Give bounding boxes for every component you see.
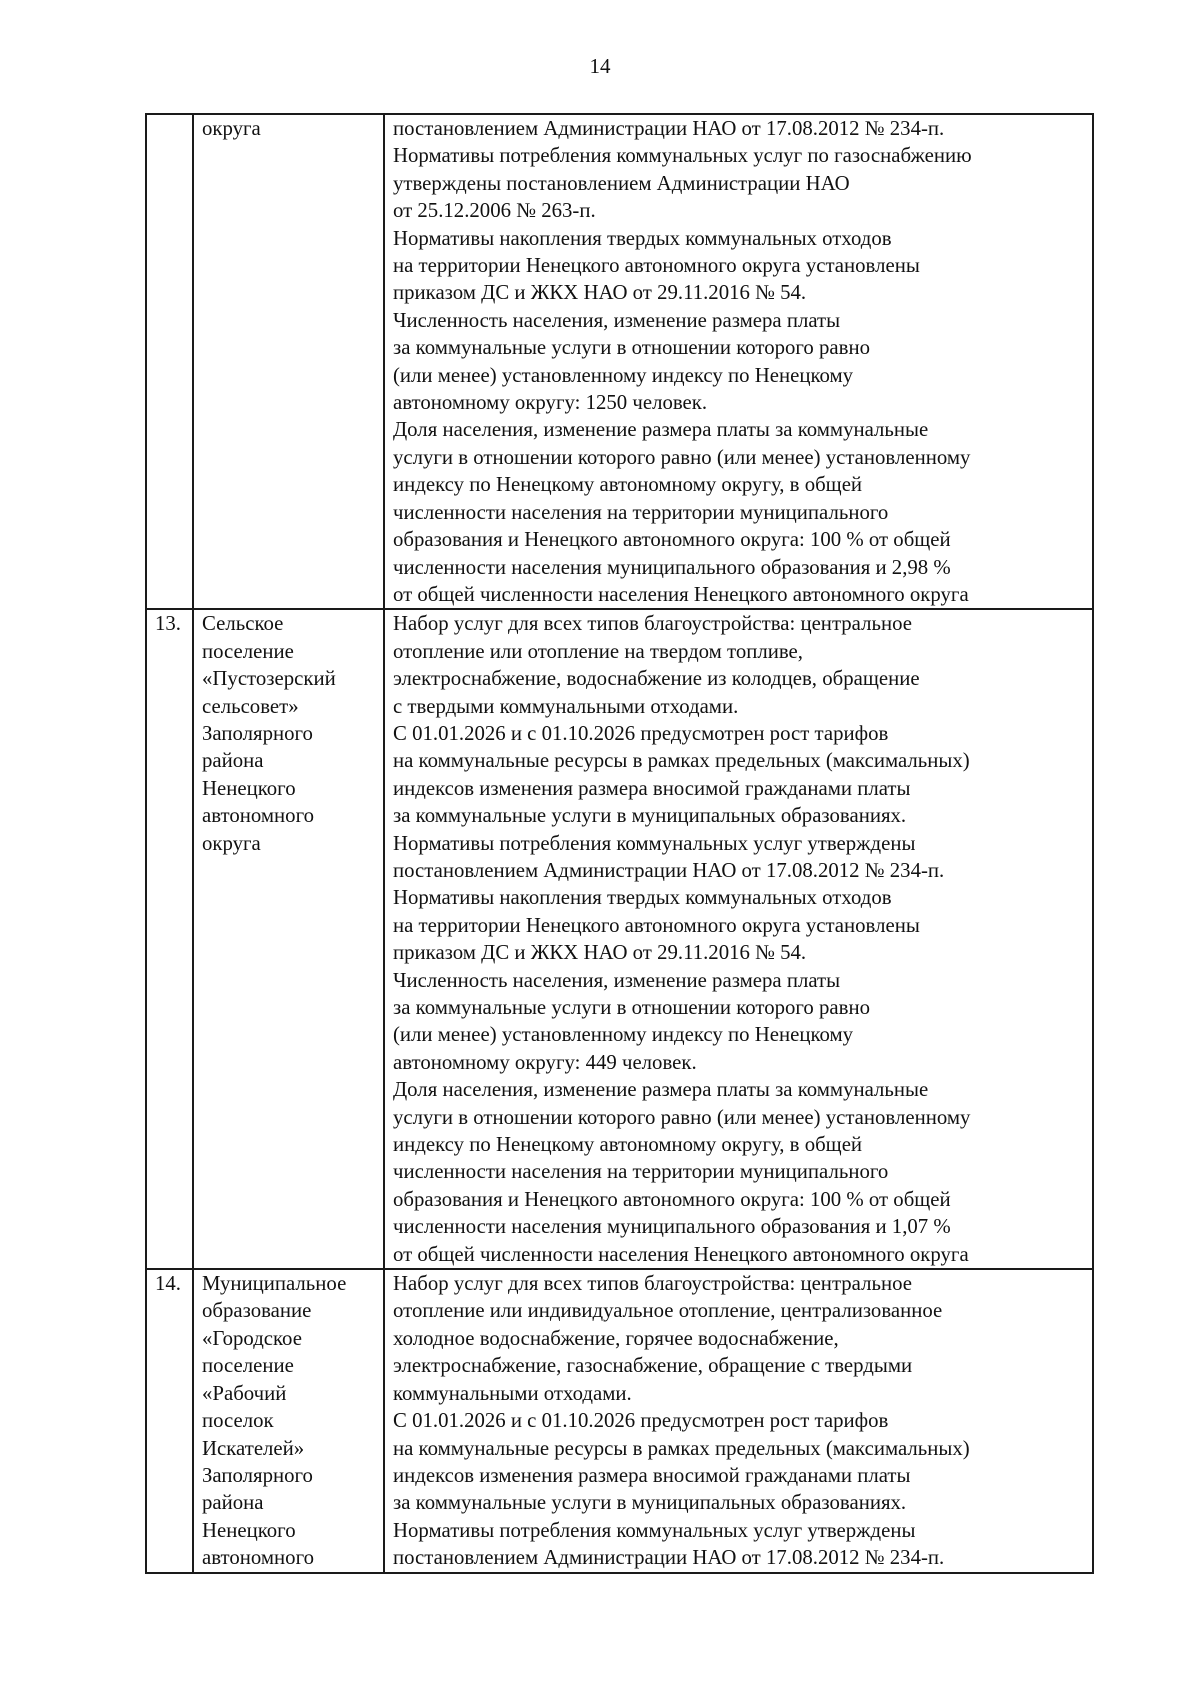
text-line: индексу по Ненецкому автономному округу, в общей (393, 1133, 863, 1157)
text-line: на коммунальные ресурсы в рамках предельных (максимальных) (393, 1436, 970, 1460)
text-line: Численность населения, изменение размера платы (393, 968, 841, 992)
text-line: постановлением Администрации НАО от 17.08.2012 № 234-п. (393, 117, 945, 140)
text-line: численности населения на территории муниципального (393, 500, 889, 524)
text-line: отопление или индивидуальное отопление, централизованное (393, 1299, 943, 1323)
table-row-continuation (146, 114, 1093, 609)
text-line: услуги в отношении которого равно (или менее) установленному (393, 1105, 971, 1129)
text-line: за коммунальные услуги в муниципальных образованиях. (393, 804, 907, 828)
text-line: поселение (202, 1354, 294, 1378)
page-number: 14 (589, 54, 611, 78)
text-line: Сельское (202, 612, 284, 636)
text-line: района (202, 749, 264, 773)
text-line: Нормативы потребления коммунальных услуг утверждены (393, 1518, 916, 1542)
text-line: Искателей» (202, 1436, 305, 1460)
row-number-cell (146, 114, 193, 609)
text-line: отопление или отопление на твердом топливе, (393, 639, 803, 663)
text-line: Нормативы потребления коммунальных услуг утверждены (393, 831, 916, 855)
text-line: Доля населения, изменение размера платы за коммунальные (393, 1078, 929, 1102)
text-line: Нормативы накопления твердых коммунальных отходов (393, 886, 892, 910)
text-line: электроснабжение, водоснабжение из колодцев, обращение (393, 667, 920, 691)
text-line: С 01.01.2026 и с 01.10.2026 предусмотрен рост тарифов (393, 1409, 889, 1433)
text-line: автономному округу: 449 человек. (393, 1050, 697, 1074)
text-line: от общей численности населения Ненецкого автономного округа (393, 582, 969, 606)
text-line: от 25.12.2006 № 263-п. (393, 199, 596, 223)
text-line: приказом ДС и ЖКХ НАО от 29.11.2016 № 54. (393, 281, 807, 305)
text-line: округа (202, 117, 261, 140)
text-line: образования и Ненецкого автономного округа: 100 % от общей (393, 1187, 951, 1211)
text-line: Набор услуг для всех типов благоустройства: центральное (393, 612, 912, 636)
text-line: образование (202, 1299, 312, 1323)
text-line: поселок (202, 1409, 274, 1433)
text-line: численности населения муниципального образования и 2,98 % (393, 555, 951, 579)
text-line: от общей численности населения Ненецкого автономного округа (393, 1242, 969, 1266)
text-line: Заполярного (202, 1463, 313, 1487)
text-line: Доля населения, изменение размера платы за коммунальные (393, 418, 929, 442)
text-line: сельсовет» (202, 694, 299, 718)
text-line: коммунальными отходами. (393, 1381, 632, 1405)
text-line: «Городское (202, 1326, 302, 1350)
text-line: «Рабочий (202, 1381, 287, 1405)
table-body (146, 114, 1093, 1573)
text-line: поселение (202, 639, 294, 663)
table-row-14 (146, 1269, 1093, 1572)
services-description-cell (384, 1269, 1093, 1572)
text-line: Ненецкого (202, 776, 296, 800)
text-line: на территории Ненецкого автономного округа установлены (393, 913, 920, 937)
text-line: округа (202, 831, 261, 855)
text-line: автономного (202, 1546, 314, 1570)
municipality-name-cell (193, 114, 384, 609)
text-line: Нормативы потребления коммунальных услуг по газоснабжению (393, 144, 972, 168)
text-line: «Пустозерский (202, 667, 336, 691)
municipality-name-cell (193, 1269, 384, 1572)
text-line: (или менее) установленному индексу по Ненецкому (393, 1023, 854, 1047)
municipality-name-cell (193, 609, 384, 1269)
text-line: Муниципальное (202, 1272, 347, 1296)
text-line: на коммунальные ресурсы в рамках предельных (максимальных) (393, 749, 970, 773)
text-line: автономному округу: 1250 человек. (393, 391, 708, 415)
services-description-cell (384, 609, 1093, 1269)
text-line: индексов изменения размера вносимой гражданами платы (393, 776, 911, 800)
text-line: электроснабжение, газоснабжение, обращение с твердыми (393, 1354, 913, 1378)
services-description-cell (384, 114, 1093, 609)
municipal-services-table (145, 113, 1094, 1574)
text-line: постановлением Администрации НАО от 17.08.2012 № 234-п. (393, 858, 945, 882)
text-line: Нормативы накопления твердых коммунальных отходов (393, 226, 892, 250)
text-line: за коммунальные услуги в отношении которого равно (393, 336, 870, 360)
text-line: приказом ДС и ЖКХ НАО от 29.11.2016 № 54. (393, 941, 807, 965)
text-line: услуги в отношении которого равно (или менее) установленному (393, 445, 971, 469)
text-line: утверждены постановлением Администрации НАО (393, 171, 850, 195)
text-line: постановлением Администрации НАО от 17.08.2012 № 234-п. (393, 1546, 945, 1570)
text-line: индексу по Ненецкому автономному округу, в общей (393, 473, 863, 497)
text-line: Численность населения, изменение размера платы (393, 308, 841, 332)
text-line: Ненецкого (202, 1518, 296, 1542)
text-line: (или менее) установленному индексу по Ненецкому (393, 363, 854, 387)
text-line: С 01.01.2026 и с 01.10.2026 предусмотрен рост тарифов (393, 721, 889, 745)
text-line: численности населения муниципального образования и 1,07 % (393, 1215, 951, 1239)
text-line: индексов изменения размера вносимой гражданами платы (393, 1463, 911, 1487)
row-number-cell: 13. (146, 609, 193, 1269)
text-line: образования и Ненецкого автономного округа: 100 % от общей (393, 528, 951, 552)
row-number-cell: 14. (146, 1269, 193, 1572)
table-row-13 (146, 609, 1093, 1269)
text-line: за коммунальные услуги в отношении которого равно (393, 996, 870, 1019)
text-line: автономного (202, 804, 314, 828)
text-line: с твердыми коммунальными отходами. (393, 694, 739, 718)
text-line: численности населения на территории муниципального (393, 1160, 889, 1184)
text-line: Заполярного (202, 721, 313, 745)
text-line: холодное водоснабжение, горячее водоснабжение, (393, 1326, 839, 1350)
text-line: на территории Ненецкого автономного округа установлены (393, 254, 920, 278)
text-line: за коммунальные услуги в муниципальных образованиях. (393, 1491, 907, 1515)
text-line: Набор услуг для всех типов благоустройства: центральное (393, 1272, 912, 1296)
text-line: района (202, 1491, 264, 1515)
